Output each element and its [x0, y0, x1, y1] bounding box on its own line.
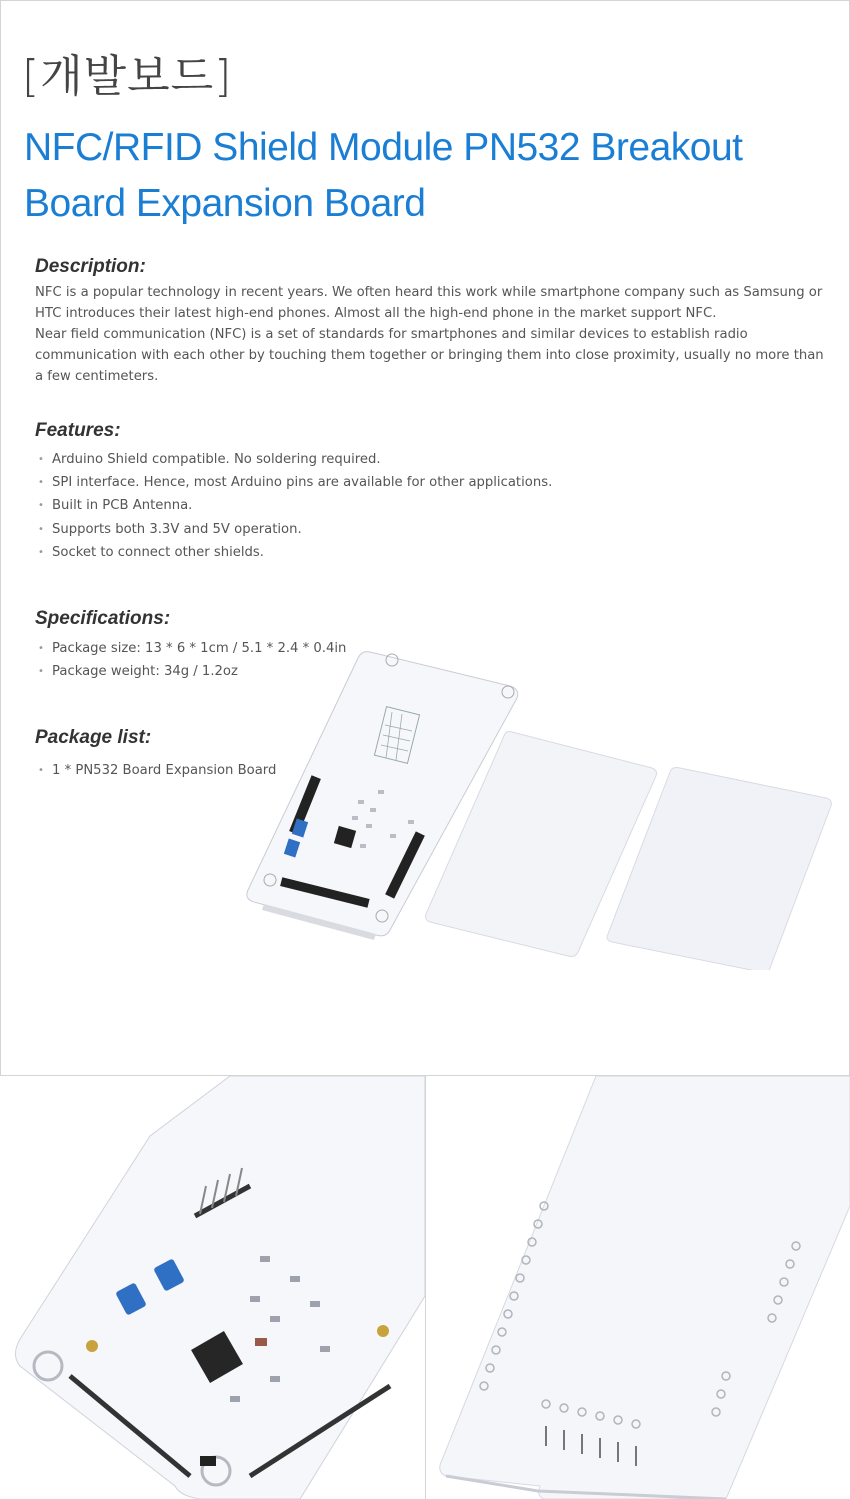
product-photo-board-and-cards	[240, 640, 840, 970]
category-tag: [개발보드]	[22, 51, 233, 102]
list-item: • SPI interface. Hence, most Arduino pins are available for other applications.	[38, 471, 552, 494]
list-item: • Socket to connect other shields.	[38, 541, 552, 564]
description-text	[35, 282, 825, 387]
product-title: NFC/RFID Shield Module PN532 Breakout Board Expansion Board	[24, 126, 743, 225]
features-heading: Features:	[35, 420, 121, 441]
package-list-heading: Package list:	[35, 727, 152, 748]
list-item: • 1 * PN532 Board Expansion Board	[38, 759, 276, 782]
list-item: • Package size: 13 * 6 * 1cm / 5.1 * 2.4 * 0.4in	[38, 637, 346, 660]
product-photo-board-back	[426, 1076, 850, 1499]
description-paragraph: NFC is a popular technology in recent years. We often heard this work while smartphone company such as Samsung or HTC introduces their latest high-end phones. Almost all the high-end phone in the market support NFC.	[35, 285, 823, 321]
features-list	[38, 448, 552, 564]
description-paragraph: Near field communication (NFC) is a set of standards for smartphones and similar devices to establish radio communication with each other by touching them together or bringing them into close proximity, usually no more than a few centimeters.	[35, 327, 824, 384]
product-photo-board-closeup	[0, 1076, 425, 1499]
list-item: • Supports both 3.3V and 5V operation.	[38, 518, 552, 541]
description-heading: Description:	[35, 256, 146, 277]
specifications-heading: Specifications:	[35, 608, 171, 629]
list-item: • Built in PCB Antenna.	[38, 494, 552, 517]
list-item: • Arduino Shield compatible. No soldering required.	[38, 448, 552, 471]
list-item: • Package weight: 34g / 1.2oz	[38, 660, 346, 683]
